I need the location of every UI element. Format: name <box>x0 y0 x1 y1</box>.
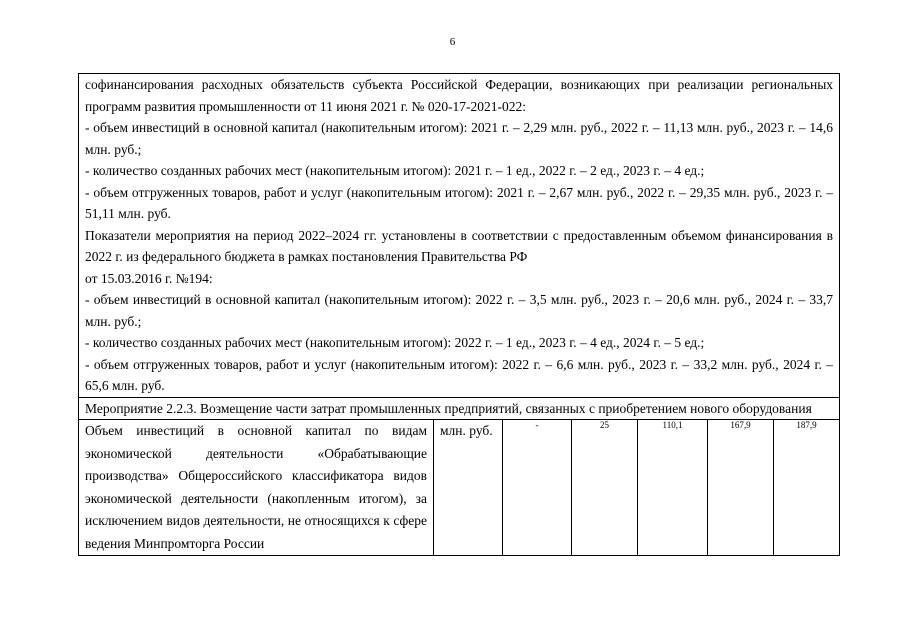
page-number: 6 <box>449 36 456 48</box>
indicator-unit: млн. руб. <box>434 420 503 556</box>
paragraph: - объем отгруженных товаров, работ и услуг (накопительным итогом): 2021 г. – 2,67 млн. руб., 2022 г. – 29,35 млн. руб., 2023 г. – 51,11 млн. руб. <box>85 184 834 221</box>
indicator-name: Объем инвестиций в основной капитал по видам экономической деятельности «Обрабатывающие производства» Общероссийского классификатора видов экономической деятельности (накопленным итогом), за исключением видов деятельности, не относящихся к сфере ведения Минпромторга России <box>79 420 434 556</box>
indicator-value: 110,1 <box>638 420 708 556</box>
text-row <box>79 74 840 398</box>
paragraph: - количество созданных рабочих мест (накопительным итогом): 2022 г. – 1 ед., 2023 г. – 4 ед., 2024 г. – 5 ед.; <box>85 335 705 350</box>
event-title-row <box>79 397 840 420</box>
event-title: Мероприятие 2.2.3. Возмещение части затрат промышленных предприятий, связанных с приобретением нового оборудования <box>79 397 840 420</box>
paragraph: - объем отгруженных товаров, работ и услуг (накопительным итогом): 2022 г. – 6,6 млн. руб., 2023 г. – 33,2 млн. руб., 2024 г. – 65,6 млн. руб. <box>85 356 834 393</box>
indicator-value: 187,9 <box>774 420 840 556</box>
paragraph: от 15.03.2016 г. №194: <box>85 270 213 286</box>
program-table <box>78 73 840 556</box>
indicator-value: 25 <box>572 420 638 556</box>
indicator-row <box>79 420 840 556</box>
paragraph: - объем инвестиций в основной капитал (накопительным итогом): 2022 г. – 3,5 млн. руб., 2023 г. – 20,6 млн. руб., 2024 г. – 33,7 млн. руб.; <box>85 292 834 329</box>
paragraph: Показатели мероприятия на период 2022–2024 гг. установлены в соответствии с предоставленным объемом финансирования в 2022 г. из федерального бюджета в рамках постановления Правительства РФ <box>85 227 834 264</box>
measure-description-cell <box>79 74 840 398</box>
paragraph: - объем инвестиций в основной капитал (накопительным итогом): 2021 г. – 2,29 млн. руб., 2022 г. – 11,13 млн. руб., 2023 г. – 14,6 млн. руб.; <box>85 120 834 157</box>
indicator-value: 167,9 <box>708 420 774 556</box>
paragraph: - количество созданных рабочих мест (накопительным итогом): 2021 г. – 1 ед., 2022 г. – 2 ед., 2023 г. – 4 ед.; <box>85 163 705 178</box>
paragraph: софинансирования расходных обязательств субъекта Российской Федерации, возникающих при реализации региональных программ развития промышленности от 11 июня 2021 г. № 020-17-2021-022: <box>85 77 834 114</box>
indicator-value: - <box>503 420 572 556</box>
